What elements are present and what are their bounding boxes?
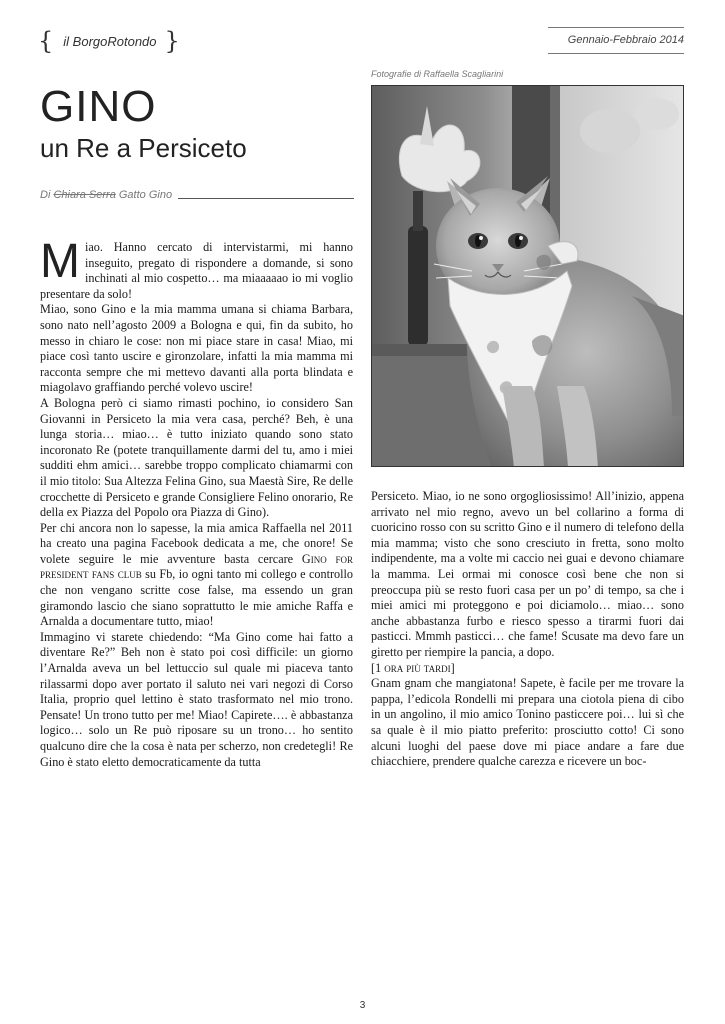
paragraph-text: su Fb, io ogni tanto mi collego e controllo che non vengano scritte cose false, ma essendo un gran giramondo lascio che siano soprattutto le mie amiche Raffa e Arnalda a documentare tutto, miao! — [40, 567, 353, 629]
magazine-name: il BorgoRotondo — [63, 34, 157, 49]
byline-struck-author: Chiara Serra — [53, 189, 116, 201]
byline-prefix: Di — [40, 189, 51, 201]
byline-author: Gatto Gino — [118, 189, 173, 201]
aside-note — [371, 661, 684, 677]
aside-text: 1 ora più tardi — [375, 660, 451, 675]
article-title: GINO — [40, 82, 157, 131]
paragraph: Immagino vi starete chiedendo: “Ma Gino come hai fatto a diventare Re?” Beh non è stato poi così difficile: un giorno l’Arnalda aveva un bel lettuccio sul quale mi piaceva tanto rilassarmi dopo aver portato il saluto nei vari negozi di Corso Italia, proprio quel lettino è stato trasformato nel mio trono. Pensate! Un trono tutto per me! Miao! Capirete…. è abbastanza logico… solo un Re può riposare su un trono… ho sentito qualcuno dire che la cosa è nata per scherzo, non credetegli! Re Gino è stato eletto democraticamente da tutta — [40, 629, 353, 769]
fan-club-name: Gino for president fans club — [40, 551, 353, 582]
paragraph-text: Per chi ancora non lo sapesse, la mia amica Raffaella nel 2011 ha creato una pagina Facebook dedicata a me, che onore! Se volete seguire le mie avventure basta cercare — [40, 520, 353, 566]
paragraph-intro-text: iao. Hanno cercato di intervistarmi, mi hanno inseguito, pregato di rispondere a domande, si sono inchinati al mio cospetto… ma miaaaaao io mi voglio presentare da solo! — [40, 240, 353, 301]
magazine-header — [38, 27, 180, 55]
paragraph-intro — [40, 235, 353, 302]
paragraph: Persiceto. Miao, io ne sono orgogliosissimo! All’inizio, appena arrivato nel mio regno, avevo un bel collarino a forma di cuoricino rosso con su scritto Gino e il numero di telefono della mia mamma; visto che sono cresciuto in fretta, sono molto indipendente, ma a volte mi caccio nei guai e devono chiamare la mamma. Lei ormai mi conosce così bene che non si preoccupa più se resto fuori casa per un po’ di tempo, sa che i miei amici mi proteggono e poi diciamolo… miao… sono anche abbastanza furbo e riesco spesso a tirarmi fuori dai pasticci. Mmmh pasticci… che fame! Scusate ma devo fare un giretto per riempire la pancia, a dopo. — [371, 489, 684, 659]
page-number: 3 — [359, 1000, 366, 1011]
drop-cap: M — [40, 235, 80, 288]
cat-photo-illustration — [372, 86, 684, 467]
article-column-right — [371, 489, 684, 770]
article-subtitle: un Re a Persiceto — [40, 133, 247, 163]
right-brace: } — [164, 27, 180, 55]
photo-credit: Fotografie di Raffaella Scagliarini — [371, 69, 504, 79]
paragraph: Miao, sono Gino e la mia mamma umana si chiama Barbara, sono nato nell’agosto 2009 a Bologna e qui, fin da subito, ho messo in chiaro le cose: non mi piace stare in casa! Miao, mi piace così tanto uscire e gironzolare, infatti la mia mamma mi racconta sempre che mi mettevo davanti alla porta blindata e miagolavo graffiando perché volevo uscire! — [40, 302, 353, 395]
left-brace: { — [38, 27, 54, 55]
paragraph: Gnam gnam che mangiatona! Sapete, è facile per me trovare la pappa, l’edicola Rondelli mi prepara una ciotola piena di cibo in un angolino, il mio amico Tonino pasticcere poi… lui sì che sa quale è il mio piatto preferito: prosciutto cotto! Ci sono alcuni luoghi del paese dove mi piace andare a fare due chiacchiere, prendere qualche carezza e ricevere un boc- — [371, 676, 684, 769]
cat-photo — [371, 85, 684, 467]
paragraph-facebook — [40, 521, 353, 630]
byline — [40, 189, 354, 201]
paragraph: A Bologna però ci siamo rimasti pochino, io considero San Giovanni in Persiceto la mia vera casa, perché? Beh, è una lunga storia… miao… è tutto iniziato quando sono stato incoronato Re (potete tranquillamente darmi del tu, amo i miei sudditi ehm amici… sarebbe troppo complicato chiamarmi con il mio titolo: Sua Altezza Felina Gino, sua Maestà Sire, Re delle crocchette di Persiceto e grande Consigliere Felino onorario, Re della ex Piazza del Popolo ora Piazza di Gino). — [40, 395, 353, 520]
article-column-left — [40, 235, 353, 770]
aside-bracket-open: [ — [371, 660, 376, 675]
byline-rule — [178, 198, 354, 199]
issue-date: Gennaio-Febbraio 2014 — [548, 27, 684, 54]
aside-bracket-close: ] — [450, 660, 455, 675]
